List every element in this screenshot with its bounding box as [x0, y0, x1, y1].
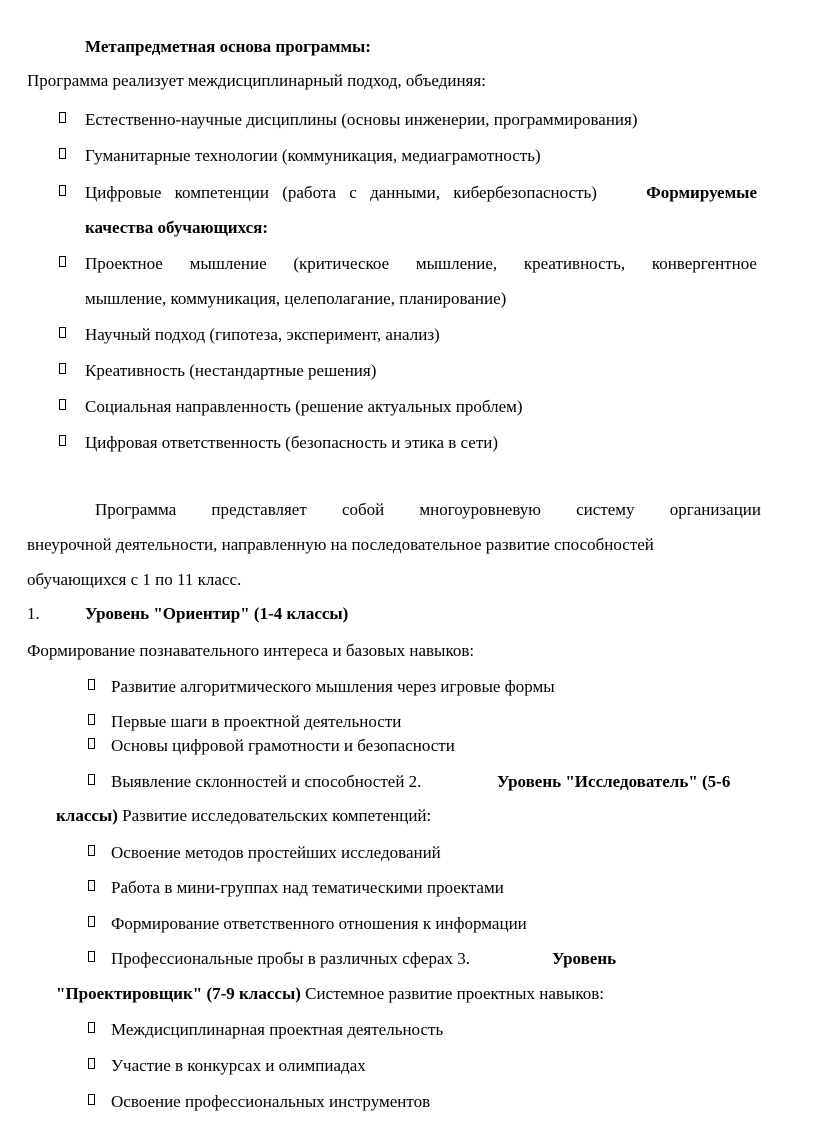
- bullet-icon: [88, 1058, 95, 1069]
- bullet-icon: [59, 148, 66, 159]
- level2-title-part2: классы): [56, 806, 118, 825]
- level1-desc: Формирование познавательного интереса и базовых навыков:: [27, 641, 475, 660]
- bullet-icon: [88, 774, 95, 785]
- qualities-heading-part1: Формируемые: [646, 183, 757, 202]
- discipline-item-1: Естественно-научные дисциплины (основы инженерии, программирования): [85, 110, 638, 129]
- word: организации: [669, 500, 761, 519]
- discipline-3-word: Цифровые компетенции (работа с данными, кибербезопасность): [85, 183, 597, 202]
- intro-text: Программа реализует междисциплинарный подход, объединяя:: [27, 71, 486, 90]
- bullet-icon: [59, 256, 66, 267]
- system-para-line3: обучающихся с 1 по 11 класс.: [27, 570, 242, 589]
- bullet-icon: [59, 327, 66, 338]
- word: многоуровневую: [419, 500, 541, 519]
- quality-item-4: Социальная направленность (решение актуальных проблем): [85, 397, 523, 416]
- level3-item-3: Освоение профессиональных инструментов: [111, 1092, 431, 1111]
- qualities-heading-part2: качества обучающихся:: [85, 218, 269, 237]
- quality-item-2: Научный подход (гипотеза, эксперимент, анализ): [85, 325, 440, 344]
- quality-item-1-line1: [85, 255, 757, 272]
- bullet-icon: [88, 1094, 95, 1105]
- word: систему: [576, 500, 635, 519]
- bullet-icon: [88, 916, 95, 927]
- discipline-item-2: Гуманитарные технологии (коммуникация, медиаграмотность): [85, 146, 541, 165]
- level2-title-line2: [56, 807, 431, 824]
- bullet-icon: [88, 714, 95, 725]
- bullet-icon: [88, 845, 95, 856]
- level3-desc: Системное развитие проектных навыков:: [305, 984, 604, 1003]
- bullet-icon: [88, 679, 95, 690]
- level3-item-2: Участие в конкурсах и олимпиадах: [111, 1056, 366, 1075]
- word: мышление,: [415, 254, 498, 273]
- word: мышление: [189, 254, 267, 273]
- system-para-line1: [95, 501, 761, 518]
- word: Программа: [95, 500, 177, 519]
- word: Проектное: [85, 254, 163, 273]
- level2-item-1: Освоение методов простейших исследований: [111, 843, 441, 862]
- bullet-icon: [88, 1022, 95, 1033]
- word: собой: [341, 500, 385, 519]
- level1-number: 1.: [27, 604, 40, 623]
- quality-item-1-line2: мышление, коммуникация, целеполагание, планирование): [85, 289, 507, 308]
- bullet-icon: [59, 435, 66, 446]
- bullet-icon: [88, 880, 95, 891]
- level2-item-4: Профессиональные пробы в различных сферах 3.: [111, 949, 471, 968]
- bullet-icon: [88, 951, 95, 962]
- bullet-icon: [59, 185, 66, 196]
- level3-title-part2: "Проектировщик" (7-9 классы): [56, 984, 301, 1003]
- level1-item-2: Первые шаги в проектной деятельности: [111, 712, 402, 731]
- word: креативность,: [523, 254, 626, 273]
- bullet-icon: [59, 399, 66, 410]
- bullet-icon: [59, 363, 66, 374]
- level3-title-part1: Уровень: [552, 949, 617, 968]
- level1-item-1: Развитие алгоритмического мышления через игровые формы: [111, 677, 555, 696]
- level2-title-part1: Уровень "Исследователь" (5-6: [497, 772, 731, 791]
- level3-title-line2: [56, 985, 604, 1002]
- level2-desc: Развитие исследовательских компетенций:: [122, 806, 432, 825]
- bullet-icon: [88, 738, 95, 749]
- discipline-item-3-line: [85, 184, 757, 201]
- level3-item-1: Междисциплинарная проектная деятельность: [111, 1020, 444, 1039]
- quality-item-3: Креативность (нестандартные решения): [85, 361, 377, 380]
- system-para-line2: внеурочной деятельности, направленную на последовательное развитие способностей: [27, 535, 654, 554]
- word: конвергентное: [651, 254, 757, 273]
- word: (критическое: [293, 254, 390, 273]
- bullet-icon: [59, 112, 66, 123]
- level2-item-2: Работа в мини-группах над тематическими проектами: [111, 878, 504, 897]
- level1-item-3: Основы цифровой грамотности и безопасности: [111, 736, 455, 755]
- level1-title: Уровень "Ориентир" (1-4 классы): [85, 604, 349, 623]
- level1-item-4: Выявление склонностей и способностей 2.: [111, 772, 422, 791]
- quality-item-5: Цифровая ответственность (безопасность и этика в сети): [85, 433, 499, 452]
- meta-heading: Метапредметная основа программы:: [85, 37, 371, 56]
- level2-item-3: Формирование ответственного отношения к информации: [111, 914, 527, 933]
- word: представляет: [211, 500, 307, 519]
